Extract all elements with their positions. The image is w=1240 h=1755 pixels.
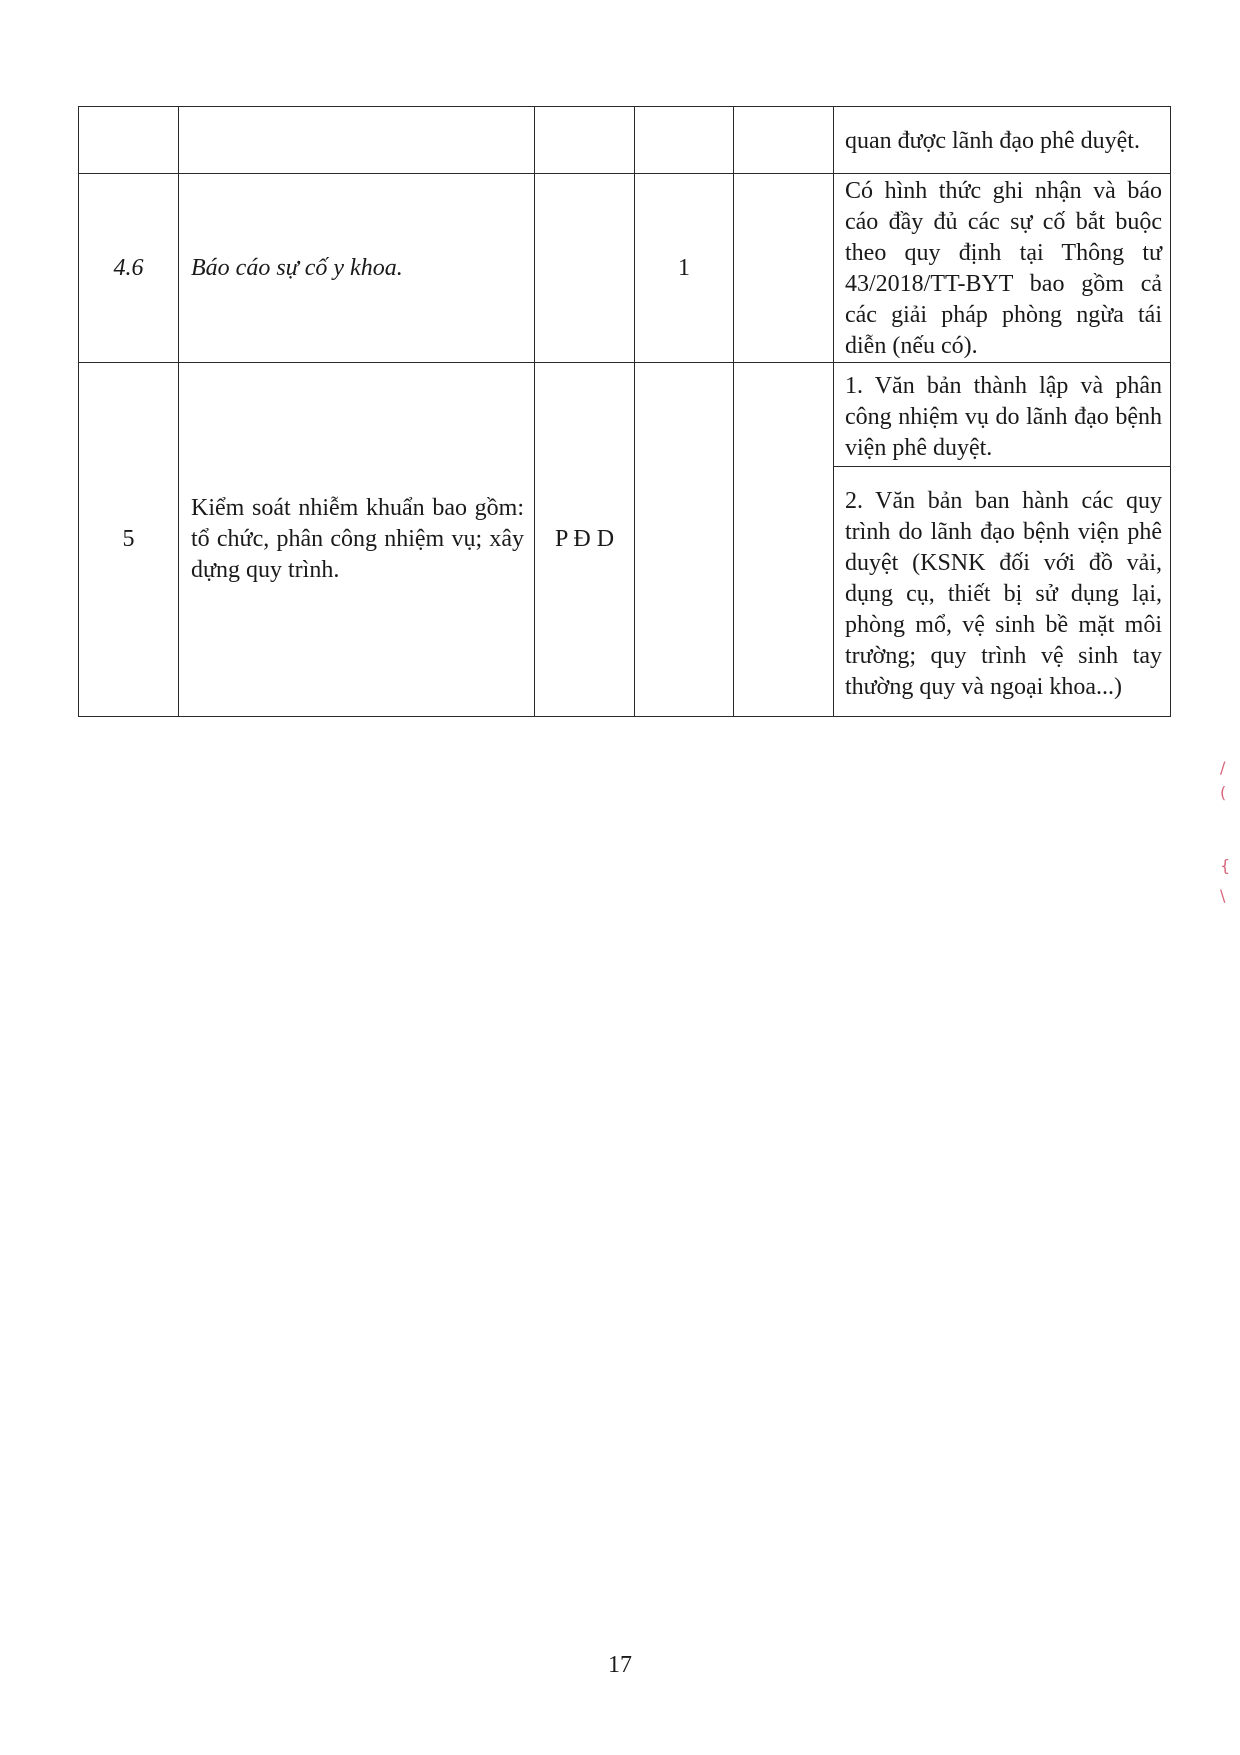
department-cell: P Đ D	[535, 363, 635, 717]
row-number-cell: 4.6	[79, 174, 179, 363]
column-5-cell	[734, 174, 834, 363]
stamp-edge-mark: (	[1220, 783, 1227, 802]
criteria-table	[78, 106, 1171, 717]
stamp-edge-mark: \	[1220, 886, 1226, 905]
requirement-cell: 1. Văn bản thành lập và phân công nhiệm vụ do lãnh đạo bệnh viện phê duyệt.	[834, 363, 1171, 467]
column-5-cell	[734, 107, 834, 174]
column-4-cell	[635, 363, 734, 717]
column-5-cell	[734, 363, 834, 717]
column-4-cell	[635, 107, 734, 174]
column-3-cell	[535, 107, 635, 174]
requirement-cell: quan được lãnh đạo phê duyệt.	[834, 107, 1171, 174]
row-number-cell	[79, 107, 179, 174]
stamp-edge-mark: {	[1220, 856, 1231, 875]
row-number-cell: 5	[79, 363, 179, 717]
table-row	[79, 174, 1171, 363]
criterion-cell	[179, 107, 535, 174]
table-row	[79, 107, 1171, 174]
stamp-edge-mark: /	[1220, 758, 1226, 777]
column-3-cell	[535, 174, 635, 363]
criterion-cell: Kiểm soát nhiễm khuẩn bao gồm: tổ chức, phân công nhiệm vụ; xây dựng quy trình.	[179, 363, 535, 717]
requirement-cell: 2. Văn bản ban hành các quy trình do lãnh đạo bệnh viện phê duyệt (KSNK đối với đồ vải, dụng cụ, thiết bị sử dụng lại, phòng mổ, vệ sinh bề mặt môi trường; quy trình vệ sinh tay thường quy và ngoại khoa...)	[834, 467, 1171, 717]
page-number: 17	[608, 1652, 632, 1678]
requirement-cell: Có hình thức ghi nhận và báo cáo đầy đủ các sự cố bắt buộc theo quy định tại Thông tư 43/2018/TT-BYT bao gồm cả các giải pháp phòng ngừa tái diễn (nếu có).	[834, 174, 1171, 363]
score-cell: 1	[635, 174, 734, 363]
table-row	[79, 363, 1171, 467]
criterion-cell: Báo cáo sự cố y khoa.	[179, 174, 535, 363]
